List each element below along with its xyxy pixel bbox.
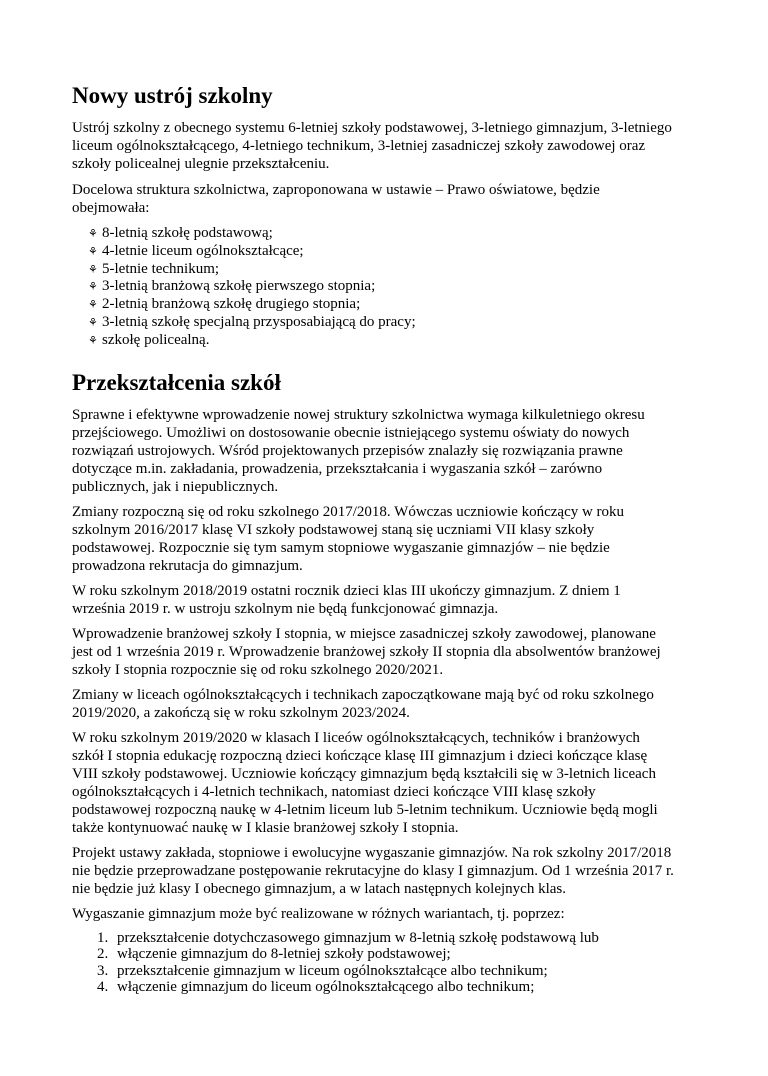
paragraph: Zmiany w liceach ogólnokształcących i technikach zapoczątkowane mają być od roku szkolnego 2019/2020, a zakończą się w roku szkolnym 2023/2024. [72, 686, 654, 721]
list-item: ⚘ 5-letnie technikum; [88, 260, 220, 277]
list-item: ⚘ 8-letnią szkołę podstawową; [88, 225, 273, 241]
paragraph: Projekt ustawy zakłada, stopniowe i ewolucyjne wygaszanie gimnazjów. Na rok szkolny 2017/2018 nie będzie przeprowadzane postępowanie rekrutacyjne do klasy I gimnazjum. Od 1 września 2017 r. nie będzie już klasy I obecnego gimnazjum, a w latach następnych kolejnych klas. [72, 844, 674, 897]
paragraph: Docelowa struktura szkolnictwa, zaproponowana w ustawie – Prawo oświatowe, będzie obejmowała: [72, 182, 600, 216]
paragraph: W roku szkolnym 2018/2019 ostatni rocznik dzieci klas III ukończy gimnazjum. Z dniem 1 września 2019 r. w ustroju szkolnym nie będą funkcjonować gimnazja. [72, 582, 621, 617]
bullet-icon: ⚘ [88, 299, 98, 312]
paragraph: Wygaszanie gimnazjum może być realizowane w różnych wariantach, tj. poprzez: [72, 905, 565, 922]
paragraph: W roku szkolnym 2019/2020 w klasach I liceów ogólnokształcących, techników i branżowych szkół I stopnia edukację rozpoczną dzieci kończące klasę III gimnazjum i dzieci kończące klasę VIII szkoły podstawowej. Uczniowie kończący gimnazjum będą kształcili się w 3-letnich liceach ogólnokształcących i 4-letnich technikach, natomiast dzieci kończące VIII klasę szkoły podstawowej rozpoczną naukę w 4-letnim liceum lub 5-letnim technikum. Uczniowie będą mogli także kontynuować naukę w I klasie branżowej szkoły I stopnia. [72, 729, 658, 836]
list-item: ⚘ 3-letnią szkołę specjalną przysposabiającą do pracy; [88, 313, 416, 330]
document-page [0, 82, 768, 996]
list-item: 1. przekształcenie dotychczasowego gimnazjum w 8-letnią szkołę podstawową lub [97, 929, 599, 946]
list-item: 3. przekształcenie gimnazjum w liceum ogólnokształcące albo technikum; [97, 962, 548, 979]
bullet-icon: ⚘ [88, 281, 98, 294]
bullet-icon: ⚘ [88, 334, 98, 347]
list-item: ⚘ 4-letnie liceum ogólnokształcące; [88, 242, 304, 259]
section-title-nowy-ustroj: Nowy ustrój szkolny [72, 83, 273, 108]
paragraph: Wprowadzenie branżowej szkoły I stopnia, w miejsce zasadniczej szkoły zawodowej, planowane jest od 1 września 2019 r. Wprowadzenie branżowej szkoły II stopnia dla absolwentów branżowej szkoły I stopnia rozpocznie się od roku szkolnego 2020/2021. [72, 625, 661, 678]
bullet-icon: ⚘ [88, 263, 98, 276]
bullet-icon: ⚘ [88, 316, 98, 329]
list-item: ⚘ szkołę policealną. [88, 331, 210, 348]
variants-list [72, 930, 696, 996]
list-item: 4. włączenie gimnazjum do liceum ogólnokształcącego albo technikum; [97, 979, 535, 996]
list-item: 2. włączenie gimnazjum do 8-letniej szkoły podstawowej; [97, 946, 451, 963]
section-title-przeksztalcenia: Przekształcenia szkół [72, 369, 281, 395]
school-types-list [72, 225, 696, 350]
paragraph: Sprawne i efektywne wprowadzenie nowej struktury szkolnictwa wymaga kilkuletniego okresu przejściowego. Umożliwi on dostosowanie obecnie istniejącego systemu oświaty do nowych rozwiązań ustrojowych. Wśród projektowanych przepisów znalazły się rozwiązania prawne dotyczące m.in. zakładania, prowadzenia, przekształcania i wygaszania szkół – zarówno publicznych, jak i niepublicznych. [72, 406, 645, 495]
paragraph: Ustrój szkolny z obecnego systemu 6-letniej szkoły podstawowej, 3-letniego gimnazjum, 3-letniego liceum ogólnokształcącego, 4-letniego technikum, 3-letniej zasadniczej szkoły zawodowej oraz szkoły policealnej ulegnie przekształceniu. [72, 120, 672, 172]
list-item: ⚘ 2-letnią branżową szkołę drugiego stopnia; [88, 296, 361, 313]
bullet-icon: ⚘ [88, 228, 98, 240]
paragraph: Zmiany rozpoczną się od roku szkolnego 2017/2018. Wówczas uczniowie kończący w roku szkolnym 2016/2017 klasę VI szkoły podstawowej staną się uczniami VII klasy szkoły podstawowej. Rozpocznie się tym samym stopniowe wygaszanie gimnazjów – nie będzie prowadzona rekrutacja do gimnazjum. [72, 503, 625, 574]
list-item: ⚘ 3-letnią branżową szkołę pierwszego stopnia; [88, 278, 376, 295]
bullet-icon: ⚘ [88, 245, 98, 258]
